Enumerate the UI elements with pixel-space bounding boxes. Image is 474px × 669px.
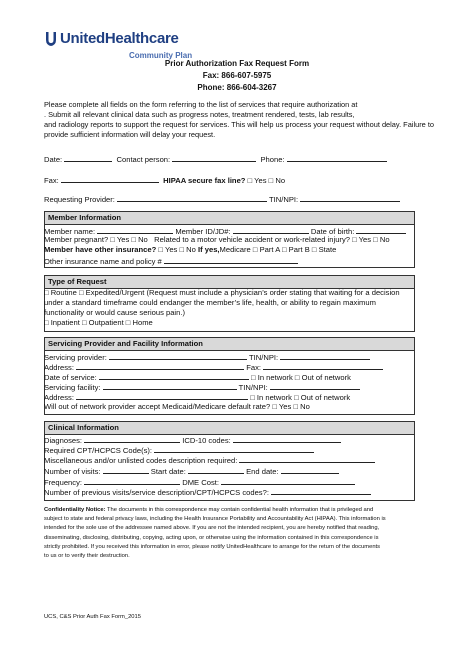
- facility-fax-field[interactable]: [263, 361, 383, 370]
- facility-out-network-checkbox[interactable]: □ Out of network: [294, 393, 351, 402]
- requesting-provider-field[interactable]: [117, 193, 267, 202]
- dob-field[interactable]: [356, 225, 406, 234]
- part-a-checkbox[interactable]: □ Part A: [252, 245, 280, 254]
- diagnoses-label: Diagnoses:: [44, 436, 82, 445]
- cpt-field[interactable]: [154, 444, 314, 453]
- start-date-field[interactable]: [188, 465, 244, 474]
- visits-row: [44, 465, 339, 476]
- dme-label: DME Cost:: [182, 478, 219, 487]
- confidentiality-label: Confidentiality Notice:: [44, 507, 106, 513]
- form-footer: UCS, C&S Prior Auth Fax Form_2015: [44, 614, 141, 620]
- other-insurance-row: [44, 245, 336, 254]
- phone-label: Phone:: [260, 155, 285, 164]
- part-b-checkbox[interactable]: □ Part B: [281, 245, 310, 254]
- date-field[interactable]: [64, 153, 112, 162]
- provider-row: [44, 193, 400, 204]
- facility-section-title: Servicing Provider and Facility Information: [45, 338, 414, 351]
- confidentiality-line: subject to state and federal privacy laws, including the Health Insurance Portability and Accountability Act (HIPAA). This information is: [44, 516, 386, 523]
- fax-number: Fax: 866-607-5975: [202, 71, 272, 80]
- servicing-provider-label: Servicing provider:: [44, 353, 107, 362]
- dob-label: Date of birth:: [310, 227, 355, 236]
- other-policy-row: [44, 255, 298, 266]
- phone-number: Phone: 866-604-3267: [197, 83, 277, 92]
- facility-address-label: Address:: [44, 393, 74, 402]
- member-id-field[interactable]: [233, 225, 309, 234]
- misc-codes-row: [44, 454, 375, 465]
- form-title: Prior Authorization Fax Request Form: [164, 59, 310, 68]
- if-yes-label: If yes,: [198, 245, 220, 254]
- previous-visits-row: [44, 486, 371, 497]
- other-policy-field[interactable]: [164, 255, 298, 264]
- pregnant-no-checkbox[interactable]: □ No: [131, 235, 148, 244]
- date-row: [44, 153, 387, 164]
- hipaa-yes-checkbox[interactable]: □ Yes: [247, 176, 267, 185]
- request-line[interactable]: □ Routine □ Expedited/Urgent (Request must include a physician’s order stating that waiting for a decision: [44, 288, 400, 297]
- request-line: under a standard timeframe could endanger the member’s life, health, or ability to regain maximum: [44, 298, 376, 307]
- requesting-provider-label: Requesting Provider:: [44, 195, 115, 204]
- instructions-line: . Submit all relevant clinical data such as progress notes, treatment rendered, tests, lab results,: [44, 110, 355, 119]
- request-section-title: Type of Request: [45, 276, 414, 289]
- misc-codes-field[interactable]: [239, 454, 375, 463]
- medicaid-rate-row: [44, 402, 310, 411]
- other-insurance-yes-checkbox[interactable]: □ Yes: [158, 245, 178, 254]
- confidentiality-line: The documents in this correspondence may contain confidential health information that is privileged and: [105, 507, 374, 513]
- facility-address-field[interactable]: [76, 391, 248, 400]
- tin-label: TIN/NPI:: [269, 195, 299, 204]
- start-date-label: Start date:: [150, 467, 186, 476]
- instructions-line: and radiology reports to support the request for services. This will help us process your request without delay. Failure to: [44, 120, 434, 129]
- icd-field[interactable]: [233, 434, 341, 443]
- address-field[interactable]: [76, 361, 244, 370]
- address-label: Address:: [44, 363, 74, 372]
- end-date-label: End date:: [246, 467, 279, 476]
- pregnant-row: [44, 235, 390, 244]
- medicaid-yes-checkbox[interactable]: □ Yes: [272, 402, 292, 411]
- servicing-tin-label: TIN/NPI:: [249, 353, 279, 362]
- frequency-label: Frequency:: [44, 478, 82, 487]
- facility-tin-label: TIN/NPI:: [238, 383, 268, 392]
- provider-in-network-checkbox[interactable]: □ In network: [251, 373, 293, 382]
- facility-tin-field[interactable]: [270, 381, 360, 390]
- other-insurance-no-checkbox[interactable]: □ No: [179, 245, 196, 254]
- request-line: functionality or would cause serious pain.): [44, 308, 185, 317]
- facility-fax-label: Fax:: [246, 363, 261, 372]
- frequency-field[interactable]: [84, 476, 180, 485]
- end-date-field[interactable]: [281, 465, 339, 474]
- setting-checkboxes[interactable]: □ Inpatient □ Outpatient □ Home: [44, 318, 153, 327]
- cpt-label: Required CPT/HCPCS Code(s):: [44, 446, 153, 455]
- accident-no-checkbox[interactable]: □ No: [373, 235, 390, 244]
- logo-name: UnitedHealthcare: [60, 30, 179, 47]
- diagnoses-field[interactable]: [84, 434, 180, 443]
- confidentiality-notice: [44, 506, 430, 561]
- icd-label: ICD-10 codes:: [182, 436, 231, 445]
- pregnant-yes-checkbox[interactable]: □ Yes: [110, 235, 130, 244]
- member-name-label: Member name:: [44, 227, 96, 236]
- hipaa-no-checkbox[interactable]: □ No: [268, 176, 286, 185]
- member-id-label: Member ID/JD#:: [175, 227, 231, 236]
- servicing-facility-field[interactable]: [103, 381, 237, 390]
- logo-plan: Community Plan: [129, 51, 193, 60]
- instructions: [44, 100, 434, 140]
- confidentiality-line: disseminating, disclosing, distributing, copying, acting upon, or otherwise using the information contained in this correspondence is: [44, 534, 379, 541]
- other-insurance-label: Member have other insurance?: [44, 245, 157, 254]
- previous-visits-label: Number of previous visits/service description/CPT/HCPCS codes?:: [44, 488, 269, 497]
- pregnant-label: Member pregnant?: [44, 235, 109, 244]
- previous-visits-field[interactable]: [271, 486, 371, 495]
- medicaid-rate-label: Will out of network provider accept Medicaid/Medicare default rate?: [44, 402, 271, 411]
- phone-field[interactable]: [287, 153, 387, 162]
- member-name-field[interactable]: [97, 225, 173, 234]
- clinical-section-title: Clinical Information: [45, 422, 414, 435]
- facility-in-network-checkbox[interactable]: □ In network: [250, 393, 292, 402]
- state-checkbox[interactable]: □ State: [311, 245, 337, 254]
- servicing-provider-field[interactable]: [109, 351, 247, 360]
- tin-field[interactable]: [300, 193, 400, 202]
- medicaid-no-checkbox[interactable]: □ No: [293, 402, 310, 411]
- other-policy-label: Other insurance name and policy #: [44, 257, 162, 266]
- visits-field[interactable]: [103, 465, 149, 474]
- medicare-label: Medicare: [219, 245, 251, 254]
- instructions-line: provide sufficient information will delay your request.: [44, 130, 216, 139]
- contact-field[interactable]: [172, 153, 256, 162]
- dme-field[interactable]: [221, 476, 355, 485]
- servicing-tin-field[interactable]: [280, 351, 370, 360]
- date-label: Date:: [44, 155, 63, 164]
- hipaa-label: HIPAA secure fax line?: [163, 176, 246, 185]
- date-of-service-field[interactable]: [99, 371, 249, 380]
- confidentiality-line: to us or to verify their destruction.: [44, 553, 130, 560]
- servicing-facility-label: Servicing facility:: [44, 383, 101, 392]
- member-section-title: Member Information: [45, 212, 414, 225]
- instructions-line: Please complete all fields on the form referring to the list of services that require authorization at: [44, 100, 358, 109]
- date-of-service-label: Date of service:: [44, 373, 97, 382]
- accident-yes-checkbox[interactable]: □ Yes: [352, 235, 372, 244]
- visits-label: Number of visits:: [44, 467, 101, 476]
- logo-mark-icon: [44, 31, 58, 47]
- fax-field[interactable]: [61, 174, 159, 183]
- contact-label: Contact person:: [116, 155, 171, 164]
- confidentiality-line: intended for the sole use of the addressee named above. If you are not the intended recipient, you are hereby notified that reading,: [44, 525, 380, 532]
- misc-codes-label: Miscellaneous and/or unlisted codes description required:: [44, 456, 238, 465]
- facility-address-row: [44, 391, 350, 402]
- accident-label: Related to a motor vehicle accident or work-related injury?: [154, 235, 350, 244]
- fax-row: [44, 174, 285, 185]
- provider-out-network-checkbox[interactable]: □ Out of network: [294, 373, 351, 382]
- fax-label: Fax:: [44, 176, 59, 185]
- confidentiality-line: strictly prohibited. If you received this information in error, please notify UnitedHealthcare to arrange for the return of the documents: [44, 543, 381, 550]
